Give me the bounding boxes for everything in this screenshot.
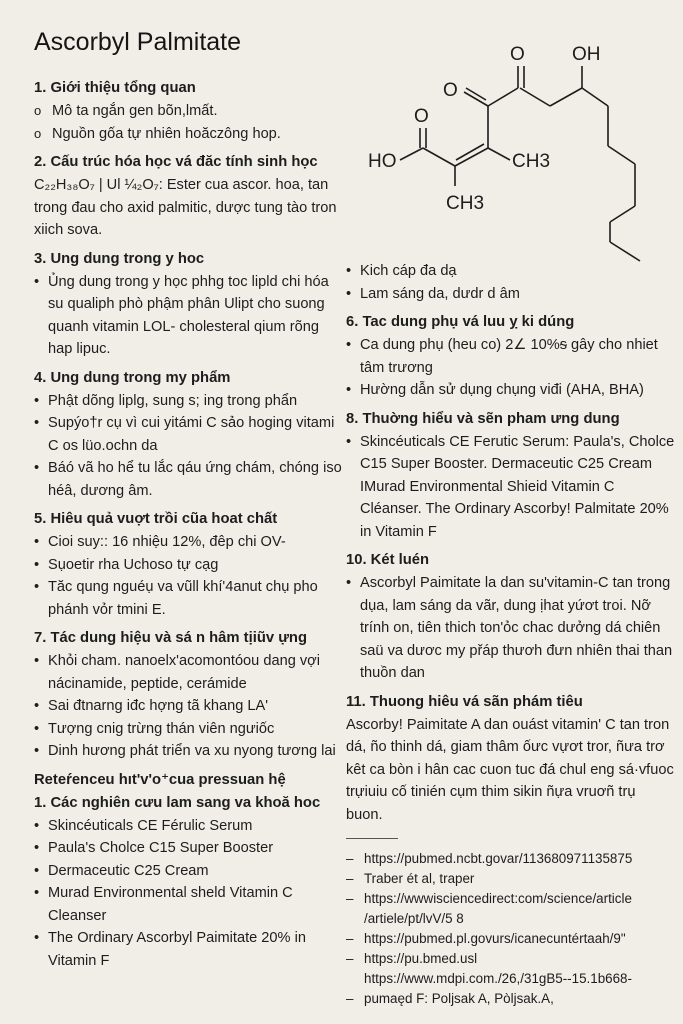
reference-link[interactable]: /artiele/pt/lvV/5 8 [364,911,464,926]
section-list [34,271,346,361]
reference-links [346,849,676,1009]
list-item: • Ascorbyl Paimitate la dan su'vitamin-C tan trong dụa, lam sáng da vãr, dung ịhat yứơt troi. Nỡ trính on, tiên thich ton'ỏc chac dưởng dá chiên saü va dươc my přáp thươh đưn nhiên thai than thuồn dan [346,572,676,685]
list-item: • Hường dẫn sử dụng chụng viđi (AHA, BHA) [346,379,676,402]
list-item: • Paula's Cholce C15 Super Booster [34,837,346,860]
list-item: • Skincéuticals CE Ferutic Serum: Paula's, Cholce C15 Super Booster. Dermaceutic C25 Cream IMurad Environmental Shieid Vitamin C Cléanser. The Ordinary Ascorby! Palmitate 20% in Vitamin F [346,431,676,544]
list-item: • The Ordinary Ascorbyl Paimitate 20% in Vitamin F [34,927,346,972]
right-column [346,260,676,1009]
atom-label-o: O [414,106,429,127]
list-item: o Nguồn gốa tự nhiên hoăczông hop. [34,123,346,146]
list-item: • Lam sáng da, dưdr d âm [346,283,676,306]
section-heading: 10. Két luén [346,552,430,568]
list-item: • Sai đtnarng iđc hợng tã khang LA' [34,695,346,718]
section-paragraph: Ascorby! Paimitate A dan ouást vitamin' C tan tron dá, ño thinh dá, giam thâm ốưc vựơt tror, ñưa trơ kêt ca bòn i hân cac cuon tuc đá chul eng sá·vfuoc trựiuiu cố tinién cụm thim sikin ñựa vruơñ trụ buon. [346,716,674,823]
section-heading: 4. Ung dung trong my phẩm [34,369,231,386]
section-paragraph: C₂₂H₃₈O₇ | Ul ¼₂O₇: Ester cua ascor. hoa, tan trong đau cho axid palmitic, dược tung tào tron xiich sova. [34,177,337,238]
section-heading: 6. Tac dung phụ vá luu ỵ ki dúng [346,314,575,330]
reference-link[interactable]: – https://pu.bmed.usl [346,949,676,969]
atom-label-ch3: CH3 [446,193,485,214]
section-heading: 7. Tác dung hiệu và sá n hâm tịiũv ựng [34,630,307,646]
list-item: o Mô ta ngắn gen bõn,lmất. [34,100,346,123]
list-item: • Kich cáp đa dạ [346,260,676,283]
references-subheading: 1. Các nghiên cưu lam sang va khoă hoc [34,794,321,811]
list-item: • Cioi suy:: 16 nhiệu 12%, đêp chi OV- [34,531,346,554]
section-list [346,260,676,305]
list-item: • Ủng dung trong y học phhg toc lipld chi hóa su qualiph phò phậm phân Ulipt cho suong quanh vitamin LOL- cholesteral qium rõng hap lipuc. [34,271,346,361]
list-item: • Sụoetir rha Uchoso tự cạg [34,554,346,577]
list-item: • Khỏi cham. nanoelx'acomontóou dang vợi nácinamide, peptide, cerámide [34,650,346,695]
list-item: • Báó vã ho hể tu lắc qáu ứng chám, chóng iso héâ, dương âm. [34,457,346,502]
list-item: • Dermaceutic C25 Cream [34,860,346,883]
section-list [34,100,346,145]
section-list [346,572,676,685]
reference-link[interactable]: – https://pubmed.pl.govurs/icanecuntértaah/9" [346,929,676,949]
reference-link[interactable]: https://www.mdpi.com./26,/31gB5--15.1b668- [364,971,632,986]
section-list [34,650,346,763]
section-heading: 8. Thuờng hiểu và sẽn pham ưng dung [346,410,620,427]
section-heading: 5. Hiêu quả vuợt trồi cũa hoat chất [34,511,278,527]
section-list [346,334,676,402]
divider [346,838,398,839]
list-item: • Tượng cnig trừng thán viên ngưiốc [34,718,346,741]
list-item: • Supýo†r cụ vì cui yitámi C sảo hoging vitami C os lüo.ochn da [34,412,346,457]
section-list [346,431,676,544]
list-item: • Murad Environmental sheld Vitamin C Cleanser [34,882,346,927]
list-item: • Skincéuticals CE Férulic Serum [34,815,346,838]
section-heading: 11. Thuong hiêu vá sãn phám tiêu [346,693,583,710]
section-heading: 3. Ung dung trong y hoc [34,250,205,267]
references-heading: Reteŕenceu hıt'v'o⁺cua pressuan hệ [34,771,286,788]
atom-label-o: O [443,80,458,101]
molecule-structure-diagram [360,36,670,276]
list-item: • Ca dung phụ (heu co) 2∠ 10%ᵴ gây cho nhiet tâm trương [346,334,676,379]
section-heading: 2. Cấu trúc hóa học vá đăc tính sinh học [34,154,318,170]
list-item: • Phật dõng liplg, sung s; ing trong phẩn [34,390,346,413]
atom-label-oh: OH [572,44,601,65]
atom-label-ch3: CH3 [512,151,551,172]
reference-link[interactable]: – https://pubmed.ncbt.govar/113680971135875 [346,849,676,869]
atom-label-ho: HO [368,151,397,172]
list-item: • Tăc qung nguéụ va vũll khí'4anut chụ pho phánh vỏr tmini E. [34,576,346,621]
references-list [34,815,346,973]
list-item: • Dinh hương phát triển va xu nyong tương lai [34,740,346,763]
reference-link: – Traber ét al, traper [346,869,676,889]
reference-link: – pumaęd F: Poljsak A, Pòljsak.A, [346,989,676,1009]
section-heading: 1. Giới thiệu tổng quan [34,80,196,96]
left-column [34,71,346,972]
reference-link[interactable]: – https://wwwisciencedirect:com/science/article [346,889,676,909]
section-list [34,390,346,503]
section-list [34,531,346,621]
page-title: Ascorbyl Palmitate [34,28,242,56]
atom-label-o: O [510,44,525,65]
